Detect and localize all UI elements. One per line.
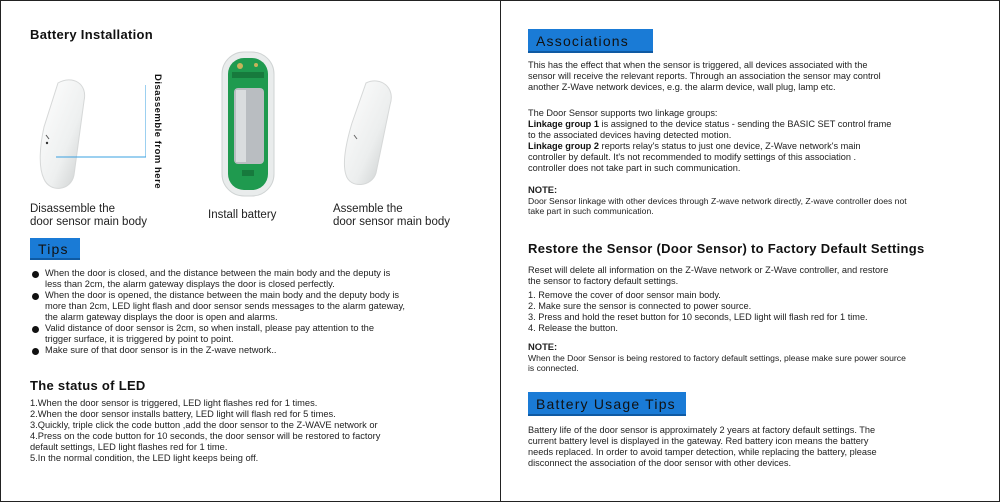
restore-step: 2. Make sure the sensor is connected to power source. (528, 301, 752, 311)
associations-intro (528, 60, 978, 93)
restore-note (528, 342, 978, 374)
tip-line: Valid distance of door sensor is 2cm, so when install, please pay attention to the (45, 323, 375, 333)
led-status-line: 4.Press on the code button for 10 seconds, the door sensor will be restored to factory (30, 431, 381, 441)
linkage-group-2 (528, 141, 978, 152)
linkage-group-1 (528, 119, 978, 130)
led-status-heading: The status of LED (30, 378, 146, 393)
linkage-group-2-text: reports relay's status to just one device, Z-Wave network's main (598, 141, 861, 151)
led-status-line: 5.In the normal condition, the LED light keeps being off. (30, 453, 259, 463)
assemble-caption-line-1: Assemble the (333, 203, 403, 215)
linkage-group-2-text: controller by default. It's not recommended to modify settings of this association . (528, 152, 857, 162)
sensor-assembled-image (340, 77, 400, 189)
battery-installation-heading: Battery Installation (30, 27, 154, 42)
associations-intro-line: sensor will receive the relevant reports. Through an association the sensor may control (528, 71, 881, 81)
disassemble-caption (30, 203, 147, 229)
linkage-group-1-label: Linkage group 1 (528, 119, 599, 129)
associations-note (528, 185, 978, 217)
battery-usage-line: disconnect the association of the door sensor with other devices. (528, 458, 792, 468)
associations-intro-line: This has the effect that when the sensor is triggered, all devices associated with the (528, 60, 868, 70)
tip-item (30, 323, 480, 345)
associations-banner: Associations (528, 29, 653, 53)
column-divider (500, 0, 501, 502)
battery-usage-line: Battery life of the door sensor is approximately 2 years at factory default settings. The (528, 425, 876, 435)
restore-intro-line: Reset will delete all information on the Z-Wave network or Z-Wave controller, and restore (528, 265, 889, 275)
battery-usage-banner: Battery Usage Tips (528, 392, 686, 416)
restore-intro-line: the sensor to factory default settings. (528, 276, 679, 286)
disassemble-from-here-label: Disassemble from here (152, 74, 163, 190)
associations-note-line: take part in such communication. (528, 206, 654, 216)
tip-line: more than 2cm, LED light flash and door sensor sends messages to the alarm gateway, (45, 301, 406, 311)
tip-item (30, 268, 480, 290)
restore-note-label: NOTE: (528, 341, 558, 352)
restore-step: 1. Remove the cover of door sensor main body. (528, 290, 721, 300)
led-status-line: default settings, LED light flashes red for 1 time. (30, 442, 228, 452)
battery-usage-text (528, 425, 978, 469)
tips-banner: Tips (30, 238, 80, 260)
restore-note-line: is connected. (528, 363, 579, 373)
battery-usage-line: needs replaced. In order to avoid tamper detection, while replacing the battery, please (528, 447, 877, 457)
linkage-group-1-text: to the associated devices having detected motion. (528, 130, 732, 140)
restore-steps (528, 290, 978, 334)
restore-heading: Restore the Sensor (Door Sensor) to Factory Default Settings (528, 241, 925, 256)
led-status-line: 3.Quickly, triple click the code button ,add the door sensor to the Z-WAVE network or (30, 420, 378, 430)
battery-usage-line: current battery level is displayed in the gateway. Red battery icon means the battery (528, 436, 869, 446)
led-status-line: 2.When the door sensor installs battery, LED light will flash red for 5 times. (30, 409, 336, 419)
tip-line: When the door is opened, the distance between the main body and the deputy body is (45, 290, 400, 300)
assemble-caption (333, 203, 450, 229)
sensor-disassembled-image (36, 75, 146, 197)
restore-intro (528, 265, 978, 287)
led-status-line: 1.When the door sensor is triggered, LED light flashes red for 1 times. (30, 398, 318, 408)
install-battery-caption: Install battery (208, 209, 277, 221)
led-status-list (30, 398, 485, 464)
associations-note-line: Door Sensor linkage with other devices through Z-wave network directly, Z-wave controller does not (528, 195, 907, 206)
linkage-group-2-label: Linkage group 2 (528, 141, 599, 151)
restore-step: 3. Press and hold the reset button for 10 seconds, LED light will flash red for 1 time. (528, 312, 868, 322)
tip-line: When the door is closed, and the distance between the main body and the deputy is (45, 268, 391, 278)
tip-line: the alarm gateway displays the door is open and alarms. (45, 312, 278, 322)
disassemble-caption-line-1: Disassemble the (30, 203, 116, 215)
linkage-group-2-text: controller does not take part in such communication. (528, 163, 741, 173)
linkage-groups (528, 108, 978, 174)
linkage-group-1-text: is assigned to the device status - sending the BASIC SET control frame (598, 119, 892, 129)
associations-intro-line: another Z-Wave network devices, e.g. the alarm device, wall plug, lamp etc. (528, 82, 836, 92)
restore-note-line: When the Door Sensor is being restored to factory default settings, please make sure power source (528, 352, 906, 363)
tip-line: trigger surface, it is triggered by point to point. (45, 334, 234, 344)
associations-note-label: NOTE: (528, 184, 558, 195)
tips-list (30, 268, 480, 356)
tip-item (30, 345, 480, 356)
tip-line: less than 2cm, the alarm gateway displays the door is closed perfectly. (45, 279, 335, 289)
tip-line: Make sure of that door sensor is in the Z-wave network.. (45, 345, 277, 355)
tip-item (30, 290, 480, 323)
disassemble-caption-line-2: door sensor main body (30, 216, 147, 228)
sensor-install-battery-image (218, 50, 280, 198)
restore-step: 4. Release the button. (528, 323, 618, 333)
assemble-caption-line-2: door sensor main body (333, 216, 450, 228)
linkage-groups-intro: The Door Sensor supports two linkage groups: (528, 108, 718, 118)
